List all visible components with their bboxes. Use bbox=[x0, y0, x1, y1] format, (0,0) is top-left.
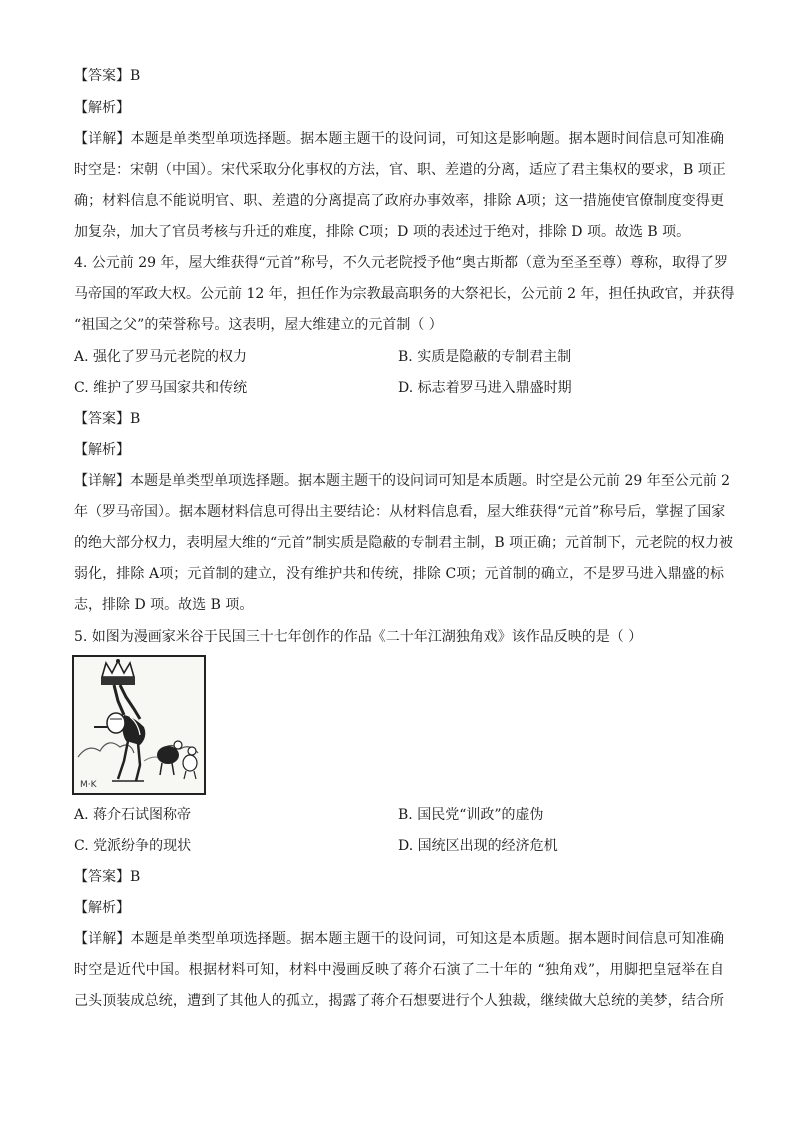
answer-label: 【答案】B bbox=[74, 411, 141, 427]
answer-label: 【答案】B bbox=[74, 869, 141, 885]
detail-line: 己头顶装成总统，遭到了其他人的孤立，揭露了蒋介石想要进行个人独裁，继续做大总统的美梦，结合所 bbox=[74, 993, 724, 1009]
detail-line: 加复杂，加大了官员考核与升迁的难度，排除 C项；D 项的表述过于绝对，排除 D 项。故选 B 项。 bbox=[74, 224, 691, 240]
analysis-label: 【解析】 bbox=[74, 100, 130, 116]
option-a: A. 强化了罗马元老院的权力 bbox=[74, 349, 248, 365]
detail-line: 【详解】本题是单类型单项选择题。据本题主题干的设问词可知是本质题。时空是公元前 29 年至公元前 2 bbox=[74, 473, 731, 489]
question-4-line: “祖国之父”的荣誉称号。这表明，屋大维建立的元首制（ ） bbox=[74, 317, 443, 333]
option-b: B. 国民党“训政”的虚伪 bbox=[398, 807, 544, 823]
question-4-line: 4. 公元前 29 年，屋大维获得“元首”称号，不久元老院授予他“奥古斯都（意为至圣至尊）尊称，取得了罗 bbox=[74, 255, 728, 271]
analysis-label: 【解析】 bbox=[74, 900, 130, 916]
detail-line: 时空是：宋朝（中国）。宋代采取分化事权的方法，官、职、差遣的分离，适应了君主集权的要求，B 项正 bbox=[74, 162, 726, 178]
detail-line: 弱化，排除 A项；元首制的建立，没有维护共和传统，排除 C项；元首制的确立，不是罗马进入鼎盛的标 bbox=[74, 566, 724, 582]
question-5-line: 5. 如图为漫画家米谷于民国三十七年创作的作品《二十年江湖独角戏》该作品反映的是（ ） bbox=[74, 629, 643, 645]
detail-line: 志，排除 D 项。故选 B 项。 bbox=[74, 597, 254, 613]
cartoon-image bbox=[72, 655, 206, 795]
detail-line: 【详解】本题是单类型单项选择题。据本题主题干的设问词，可知这是本质题。据本题时间信息可知准确 bbox=[74, 931, 724, 947]
detail-line: 年（罗马帝国）。据本题材料信息可得出主要结论：从材料信息看，屋大维获得“元首”称号后，掌握了国家 bbox=[74, 504, 726, 520]
question-4-line: 马帝国的军政大权。公元前 12 年，担任作为宗教最高职务的大祭祀长，公元前 2 年，担任执政官，并获得 bbox=[74, 286, 735, 302]
option-d: D. 国统区出现的经济危机 bbox=[398, 838, 558, 854]
option-c: C. 党派纷争的现状 bbox=[74, 838, 192, 854]
option-a: A. 蒋介石试图称帝 bbox=[74, 807, 192, 823]
option-c: C. 维护了罗马国家共和传统 bbox=[74, 380, 248, 396]
detail-line: 【详解】本题是单类型单项选择题。据本题主题干的设问词，可知这是影响题。据本题时间信息可知准确 bbox=[74, 131, 724, 147]
option-d: D. 标志着罗马进入鼎盛时期 bbox=[398, 380, 572, 396]
detail-line: 确；材料信息不能说明官、职、差遣的分离提高了政府办事效率，排除 A项；这一措施使官僚制度变得更 bbox=[74, 193, 724, 209]
detail-line: 的绝大部分权力，表明屋大维的“元首”制实质是隐蔽的专制君主制，B 项正确；元首制下，元老院的权力被 bbox=[74, 535, 734, 551]
analysis-label: 【解析】 bbox=[74, 442, 130, 458]
cartoon-signature: M·K bbox=[80, 780, 97, 790]
answer-label: 【答案】B bbox=[74, 68, 141, 84]
option-b: B. 实质是隐蔽的专制君主制 bbox=[398, 349, 572, 365]
detail-line: 时空是近代中国。根据材料可知，材料中漫画反映了蒋介石演了二十年的 “独角戏”，用脚把皇冠举在自 bbox=[74, 962, 724, 978]
